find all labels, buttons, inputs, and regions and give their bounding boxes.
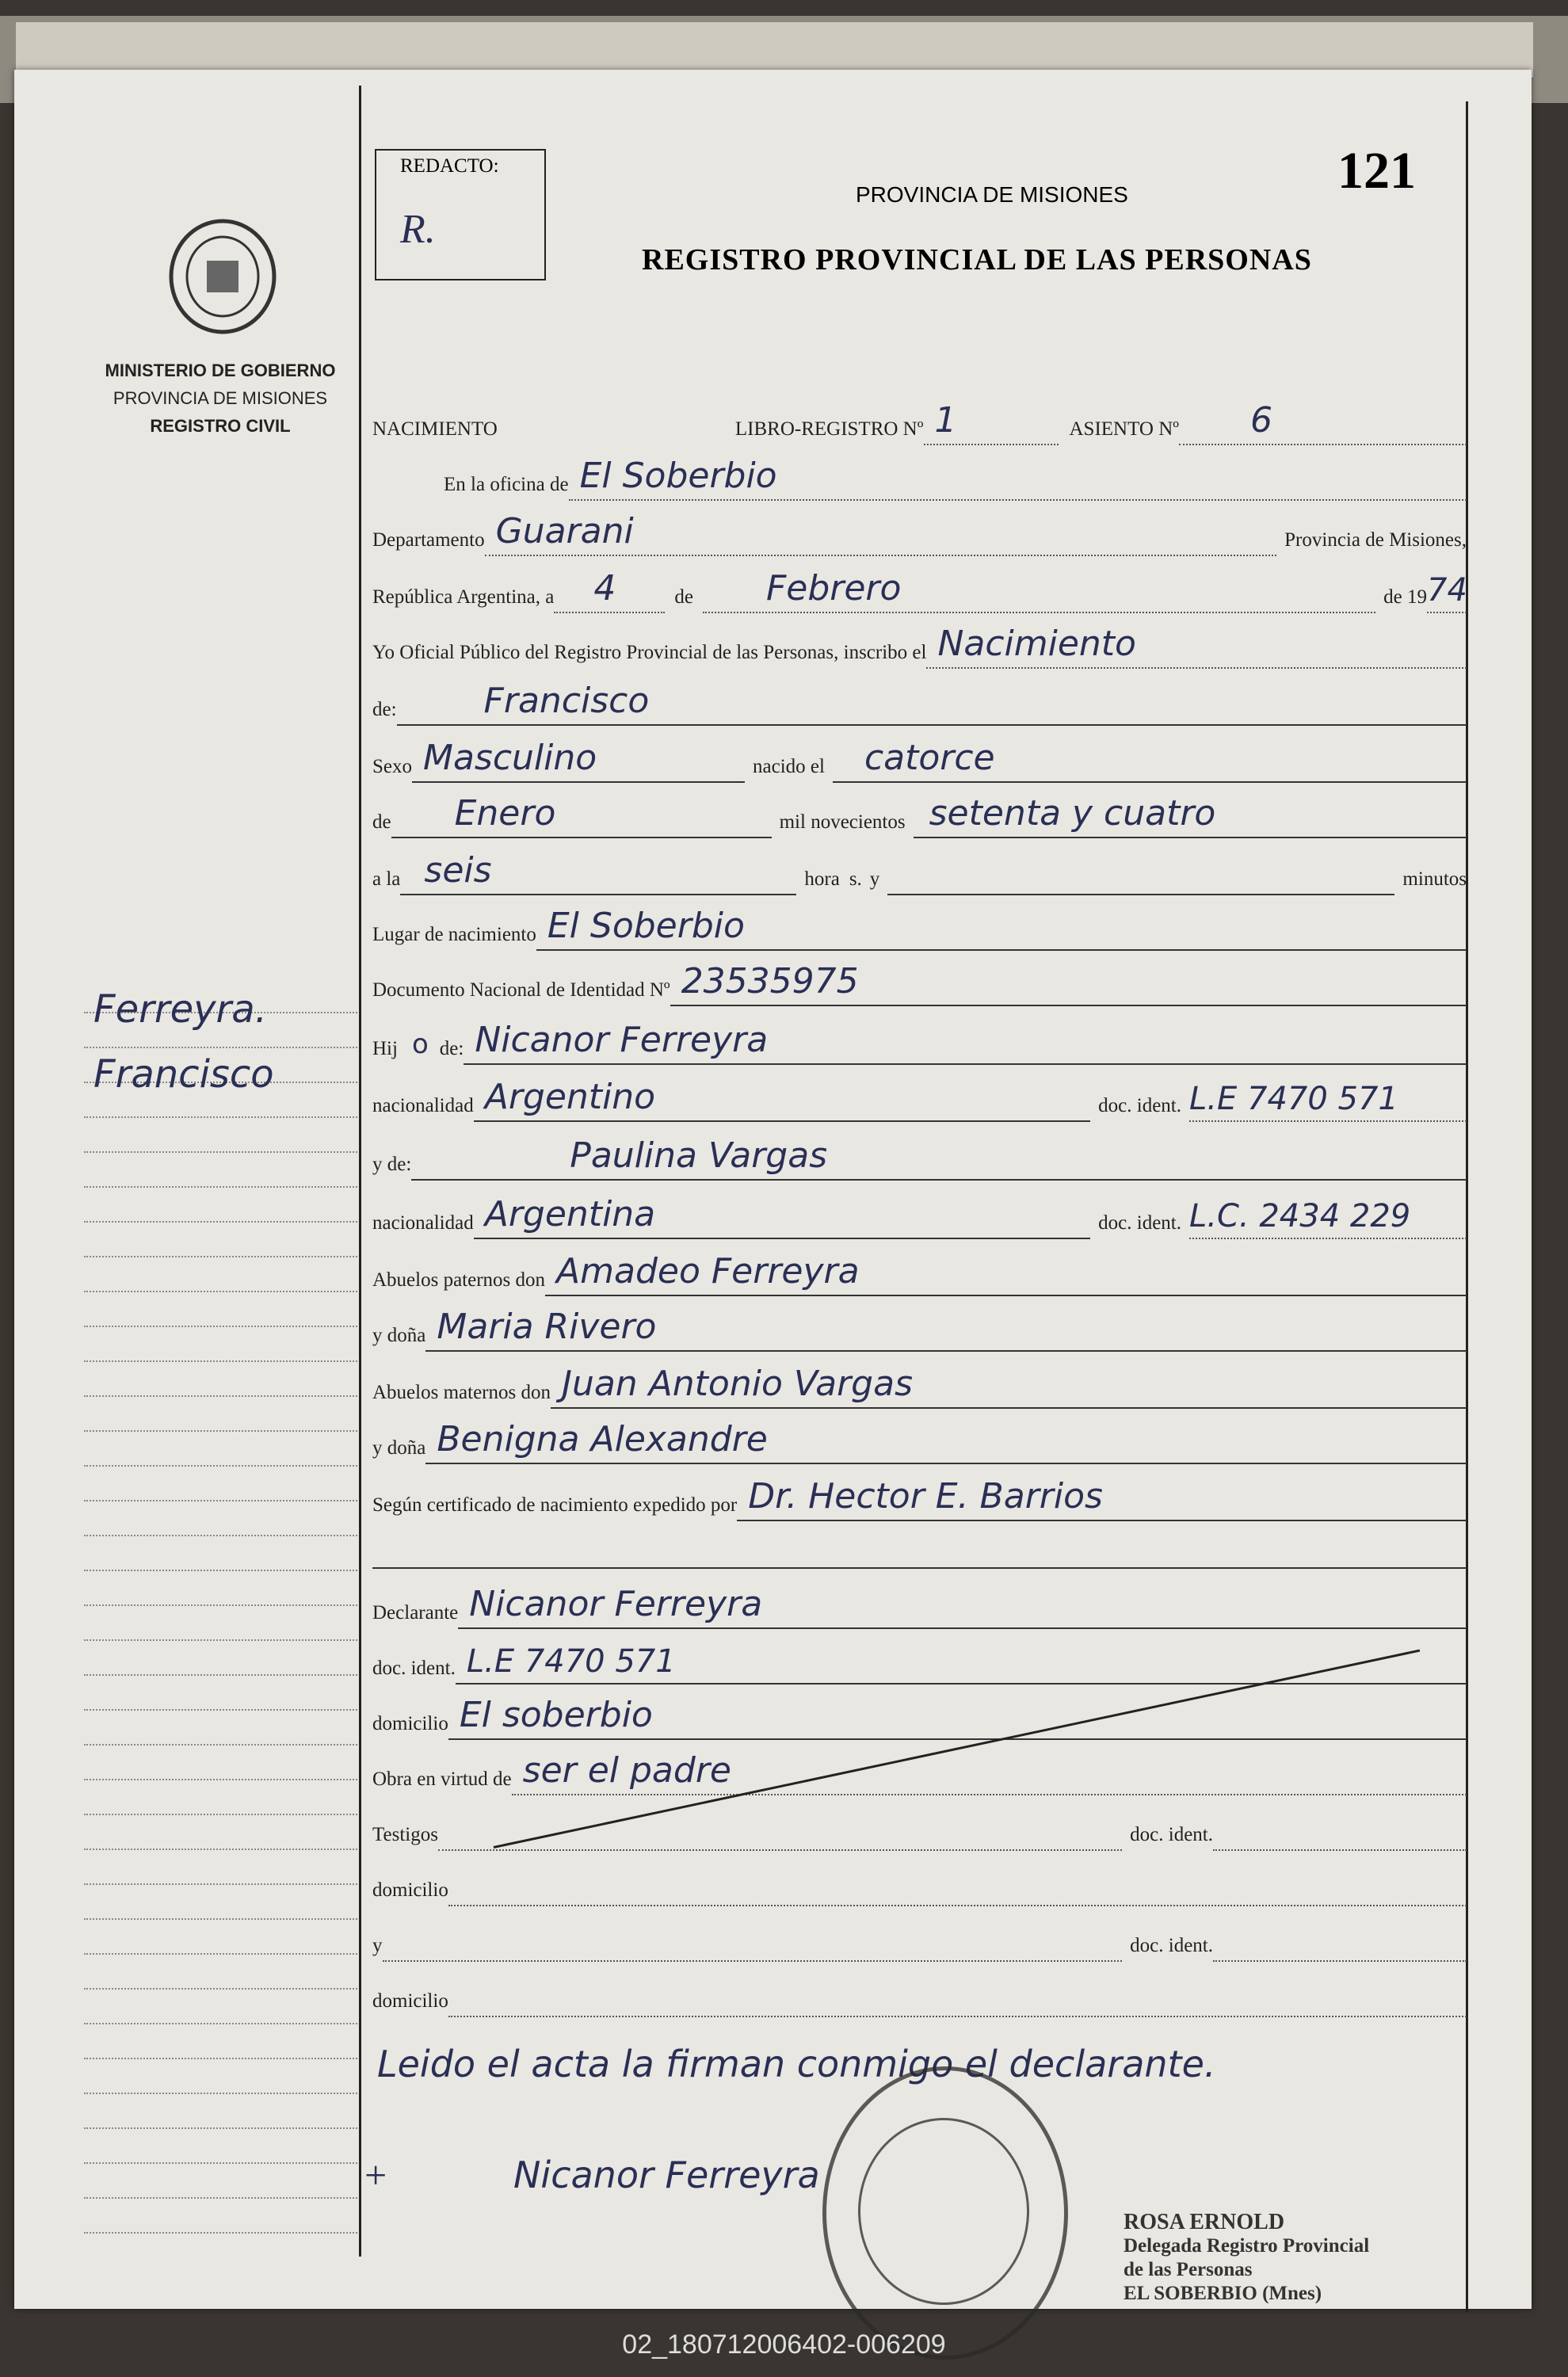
nac-padre-field: [474, 1076, 1090, 1122]
acto-value: Nacimiento: [937, 624, 1136, 664]
margin-surname: Ferreyra.: [93, 987, 267, 1032]
nac2-label: nacionalidad: [372, 1212, 474, 1234]
de-persona-label: de:: [372, 699, 397, 720]
delegado-name: ROSA ERNOLD: [1124, 2210, 1285, 2234]
cert-field-2: [372, 1523, 1467, 1569]
lugar-value: El Soberbio: [547, 906, 745, 946]
testigos-field: [438, 1805, 1122, 1851]
lugar-field: [536, 905, 1467, 951]
de-mes-label: de: [372, 811, 391, 833]
docid1-label: doc. ident.: [1098, 1095, 1181, 1116]
row-dni: [372, 962, 1467, 1006]
row-departamento: [372, 512, 1467, 556]
yo-label: Yo Oficial Público del Registro Provincial de las Personas, inscribo el: [372, 642, 927, 663]
obra-label: Obra en virtud de: [372, 1768, 512, 1790]
doc-declarante-field: [456, 1639, 1467, 1685]
declarante-signature: Nicanor Ferreyra: [513, 2154, 820, 2196]
libro-field: [924, 399, 1059, 445]
redacto-initials: R.: [400, 207, 436, 252]
testigos-doc-field: [1213, 1805, 1467, 1851]
official-stamp: [822, 2066, 1068, 2360]
ministry-line3: REGISTRO CIVIL: [150, 416, 291, 436]
ab-pat-don-field: [545, 1250, 1467, 1296]
doc-madre-field: [1189, 1193, 1467, 1239]
domicilio3-label: domicilio: [372, 1990, 448, 2012]
closing-statement: Leido el acta la firman conmigo el declarante.: [377, 2043, 1216, 2085]
dia-value: 4: [593, 568, 616, 609]
folio-number: 121: [1337, 142, 1416, 200]
doc-padre-field: [1189, 1076, 1467, 1122]
image-caption: 02_180712006402-006209: [622, 2329, 946, 2360]
testigo2-doc-field: [1213, 1916, 1467, 1962]
departamento-label: Departamento: [372, 529, 485, 551]
ab-pat-dona-field: [425, 1306, 1467, 1352]
row-testigo-2: [372, 1917, 1467, 1962]
obra-value: ser el padre: [522, 1750, 731, 1791]
ministry-line1: MINISTERIO DE GOBIERNO: [105, 361, 336, 380]
ab-mat-don-field: [551, 1363, 1467, 1409]
mes-nac-value: Enero: [454, 793, 556, 834]
row-doc-declarante: [372, 1640, 1467, 1685]
domicilio2-label: domicilio: [372, 1879, 448, 1901]
row-libro: [372, 401, 1467, 445]
nacido-label: nacido el: [753, 756, 825, 777]
redacto-box: [375, 149, 546, 280]
declarante-label: Declarante: [372, 1602, 459, 1623]
ab-mat-don-value: Juan Antonio Vargas: [561, 1364, 913, 1404]
libro-label: LIBRO-REGISTRO Nº: [734, 418, 924, 440]
row-madre: [372, 1136, 1467, 1181]
province-seal-icon: [163, 217, 282, 336]
republica-label: República Argentina, a: [372, 586, 555, 608]
mes-field: [703, 567, 1375, 613]
y-de-label: y de:: [372, 1154, 412, 1175]
nac-madre-value: Argentina: [484, 1194, 656, 1234]
province-title: PROVINCIA DE MISIONES: [856, 182, 1128, 207]
row-domicilio: [372, 1696, 1467, 1740]
ab-pat-don-value: Amadeo Ferreyra: [556, 1251, 860, 1292]
cert-value: Dr. Hector E. Barrios: [748, 1476, 1103, 1517]
row-hora: [372, 851, 1467, 895]
anio-nac-value: setenta y cuatro: [929, 793, 1216, 834]
asiento-label: ASIENTO Nº: [1069, 418, 1180, 440]
minutos-field: [887, 849, 1394, 895]
acto-field: [926, 623, 1467, 669]
docid5-label: doc. ident.: [1130, 1935, 1213, 1956]
nombre-value: Francisco: [483, 681, 650, 721]
anio-field: [1427, 567, 1467, 613]
row-ab-pat: [372, 1252, 1467, 1296]
domicilio-field: [448, 1694, 1467, 1740]
testigo2-field: [383, 1916, 1123, 1962]
dia-field: [554, 567, 665, 613]
domicilio1-label: domicilio: [372, 1713, 448, 1734]
cert-field: [737, 1475, 1467, 1521]
registry-title: REGISTRO PROVINCIAL DE LAS PERSONAS: [642, 243, 1312, 277]
ydona1-label: y doña: [372, 1325, 426, 1346]
row-fecha: [372, 569, 1467, 613]
mes-value: Febrero: [765, 568, 902, 609]
row-declarante: [372, 1585, 1467, 1629]
cert-label: Según certificado de nacimiento expedido por: [372, 1494, 738, 1516]
row-nac-madre: [372, 1195, 1467, 1239]
de19-label: de 19: [1383, 586, 1427, 608]
delegado-line3: EL SOBERBIO (Mnes): [1124, 2283, 1322, 2304]
row-testigos: [372, 1807, 1467, 1851]
y-label: y: [869, 868, 880, 890]
hijo-suffix: o: [411, 1028, 429, 1060]
row-domicilio-2: [372, 1862, 1467, 1906]
docid4-label: doc. ident.: [1130, 1824, 1213, 1845]
de-label: de: [674, 586, 693, 608]
departamento-field: [485, 510, 1277, 556]
row-oficina: [372, 456, 1467, 501]
nac-padre-value: Argentino: [484, 1077, 656, 1117]
row-ab-pat-dona: [372, 1307, 1467, 1352]
oficina-value: El Soberbio: [579, 456, 777, 496]
asiento-value: 6: [1250, 400, 1273, 441]
row-ab-mat-dona: [372, 1420, 1467, 1464]
docid2-label: doc. ident.: [1098, 1212, 1181, 1234]
nacido-value: catorce: [864, 738, 995, 778]
ab-mat-dona-value: Benigna Alexandre: [437, 1419, 768, 1459]
delegado-line2: de las Personas: [1124, 2259, 1253, 2280]
docid3-label: doc. ident.: [372, 1658, 456, 1679]
padre-field: [464, 1019, 1467, 1065]
sexo-label: Sexo: [372, 756, 412, 777]
anio-nac-field: [914, 792, 1467, 838]
nombre-field: [397, 680, 1467, 726]
ab-mat-label: Abuelos maternos don: [372, 1382, 551, 1403]
delegado-stamp: [1124, 2211, 1369, 2306]
a-la-label: a la: [372, 868, 401, 890]
document-page: [14, 70, 1532, 2309]
madre-value: Paulina Vargas: [570, 1135, 828, 1176]
padre-value: Nicanor Ferreyra: [475, 1020, 769, 1060]
ydona2-label: y doña: [372, 1437, 426, 1459]
redacto-label: REDACTO:: [400, 155, 499, 177]
row-certificado: [372, 1477, 1467, 1521]
hijo-label: Hij: [372, 1038, 398, 1059]
dni-label: Documento Nacional de Identidad Nº: [372, 979, 670, 1001]
anio-value: 74: [1427, 572, 1467, 609]
ab-pat-label: Abuelos paternos don: [372, 1269, 546, 1291]
oficina-label: En la oficina de: [444, 474, 569, 495]
nacimiento-label: NACIMIENTO: [372, 418, 498, 440]
row-nombre: [372, 681, 1467, 726]
ab-pat-dona-value: Maria Rivero: [437, 1307, 657, 1347]
hora-field: [400, 849, 796, 895]
nac-madre-field: [474, 1193, 1090, 1239]
margin-name: Francisco: [93, 1052, 274, 1097]
domicilio2-field: [448, 1860, 1467, 1906]
ab-mat-dona-field: [425, 1418, 1467, 1464]
sexo-field: [412, 737, 745, 783]
oficina-field: [569, 455, 1467, 501]
row-domicilio-3: [372, 1973, 1467, 2017]
minutos-label: minutos: [1402, 868, 1467, 890]
provincia-suffix: Provincia de Misiones,: [1284, 529, 1467, 551]
nac1-label: nacionalidad: [372, 1095, 474, 1116]
margin-lined-area: [84, 979, 357, 2222]
nacido-field: [833, 737, 1467, 783]
asiento-field: [1179, 399, 1467, 445]
declarante-field: [458, 1583, 1467, 1629]
hora-value: seis: [424, 850, 492, 891]
departamento-value: Guarani: [495, 511, 634, 551]
declarante-value: Nicanor Ferreyra: [469, 1584, 763, 1624]
ministry-line2: PROVINCIA DE MISIONES: [113, 388, 328, 408]
hijo-de-label: de:: [439, 1038, 464, 1059]
row-ab-mat: [372, 1364, 1467, 1409]
domicilio3-field: [448, 1971, 1467, 2017]
hora-s: s.: [849, 868, 862, 890]
obra-field: [512, 1749, 1467, 1795]
doc-madre-value: L.C. 2434 229: [1189, 1198, 1411, 1234]
delegado-line1: Delegada Registro Provincial: [1124, 2235, 1370, 2257]
mil-label: mil novecientos: [779, 811, 906, 833]
row-sexo: [372, 738, 1467, 783]
sexo-value: Masculino: [423, 738, 597, 778]
testigos-label: Testigos: [372, 1824, 438, 1845]
row-lugar: [372, 906, 1467, 951]
libro-value: 1: [934, 400, 957, 441]
ministry-block: [93, 357, 347, 440]
dni-field: [670, 960, 1467, 1006]
domicilio-value: El soberbio: [459, 1695, 653, 1735]
hora-label: hora: [804, 868, 840, 890]
row-padre: [372, 1021, 1467, 1065]
stamp-seal-icon: [858, 2118, 1029, 2305]
y2-label: y: [372, 1935, 383, 1956]
madre-field: [411, 1135, 1467, 1181]
cross-mark: +: [364, 2153, 387, 2197]
row-mes-nac: [372, 794, 1467, 838]
row-nac-padre: [372, 1078, 1467, 1122]
doc-padre-value: L.E 7470 571: [1189, 1081, 1398, 1117]
mes-nac-field: [391, 792, 772, 838]
doc-declarante-value: L.E 7470 571: [466, 1643, 676, 1680]
margin-rule: [359, 86, 361, 2257]
dni-value: 23535975: [681, 961, 859, 1002]
row-certificado-cont: [372, 1524, 1467, 1569]
row-inscribo: [372, 624, 1467, 669]
lugar-label: Lugar de nacimiento: [372, 924, 536, 945]
